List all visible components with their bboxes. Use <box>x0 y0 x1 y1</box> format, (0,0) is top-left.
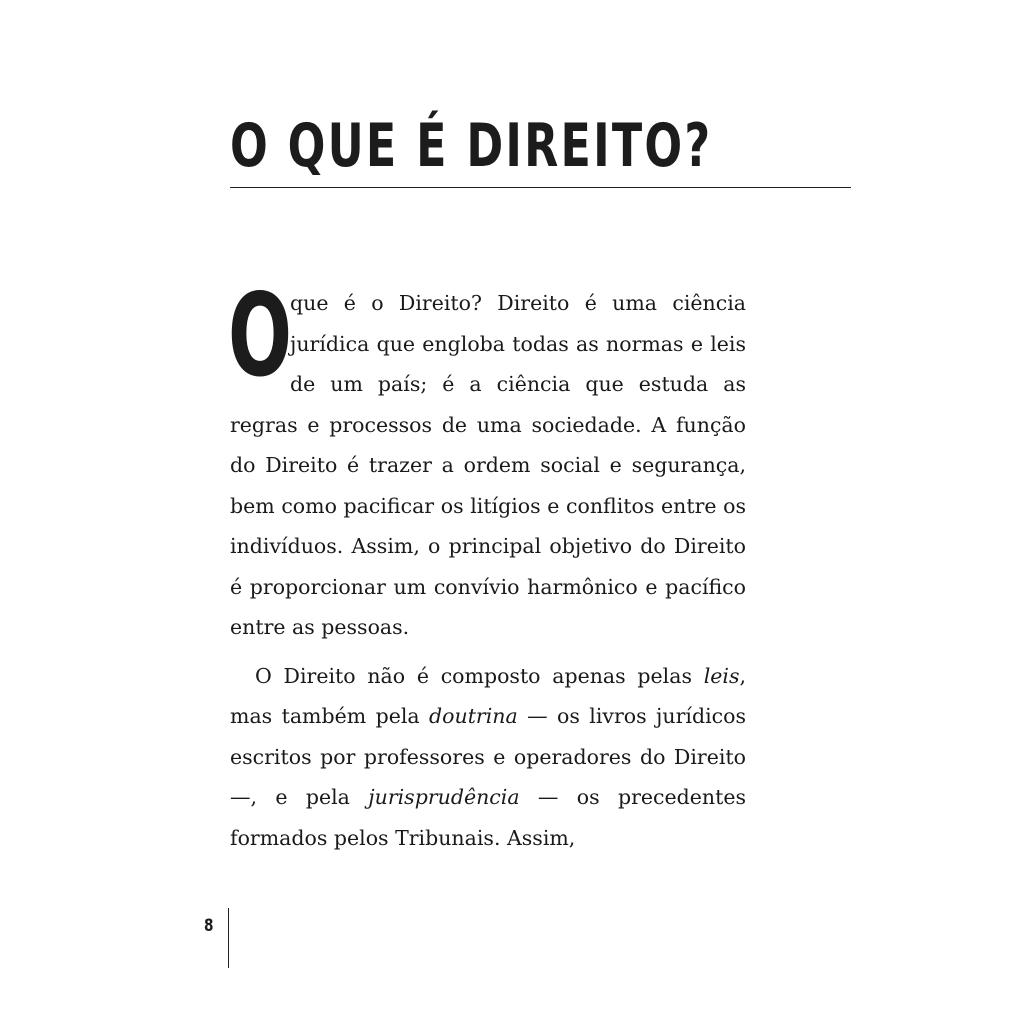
chapter-title: O QUE É DIREITO? <box>230 111 713 181</box>
paragraph-2-part-3: — os livros jurídicos escritos por professores e operadores do Direito —, e pela <box>230 704 746 809</box>
term-jurisprudencia: jurisprudência <box>368 785 520 809</box>
body-text <box>228 269 746 858</box>
paragraph-1-text: que é o Direito? Direito é uma ciência jurídica que engloba todas as normas e leis de um país; é a ciência que estuda as regras e processos de uma sociedade. A função do Direito é trazer a ordem social e segurança, bem como pacificar os litígios e conflitos entre os indivíduos. Assim, o principal objetivo do Direito é proporcionar um convívio harmônico e pacífico entre as pessoas. <box>230 291 746 639</box>
paragraph-2-part-4: — os precedentes formados pelos Tribunais. Assim, <box>230 785 746 850</box>
page-number: 8 <box>204 916 214 936</box>
paragraph-2 <box>230 656 746 859</box>
paragraph-1 <box>228 269 746 648</box>
title-underline <box>230 187 851 188</box>
page-number-divider <box>228 908 229 968</box>
drop-cap: O <box>228 269 292 402</box>
paragraph-2-part-1: O Direito não é composto apenas pelas <box>255 663 704 688</box>
drop-cap-box <box>228 269 292 402</box>
term-doutrina: doutrina <box>429 704 518 728</box>
term-leis: leis <box>703 663 740 688</box>
paragraph-2-part-2: , mas também pela <box>230 663 746 728</box>
